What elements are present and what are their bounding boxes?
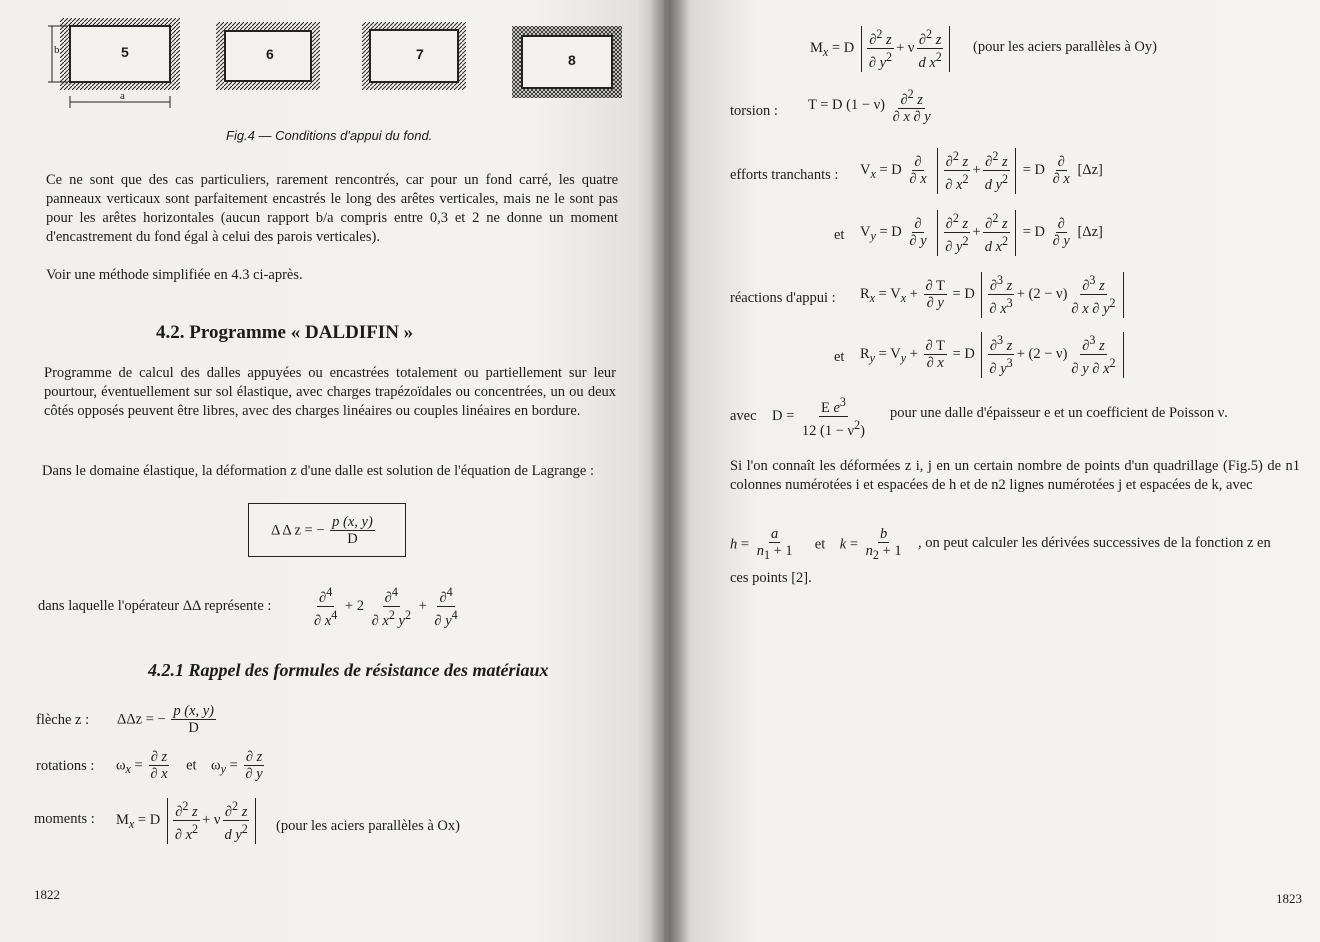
ces-points-text: ces points [2]. (730, 570, 812, 586)
shear-vy-equation: $V_y = D$ ∂ ∂ y ∂$^2$ z ∂ $y^2$ + ∂$^2$ z d $x^2$ = D ∂ ∂ y [Δz] (860, 211, 1103, 255)
lagrange-equation-box (248, 503, 406, 557)
support-diagram-7 (362, 22, 466, 90)
paragraph-special-cases: Ce ne sont que des cas particuliers, rarement rencontrés, car pour un fond carré, les quatre panneaux verticaux sont parfaitement encastrés le long des arêtes verticales, mais ne le sont pas pour les arêtes horizontales (aucun rapport b/a compris entre 0,3 et 2 ne donne un moment d'encastrement du fond égal à celui des parois verticales). (46, 172, 618, 245)
page-number-left: 1822 (34, 887, 60, 902)
avec-label: avec (730, 408, 757, 424)
paragraph-program-description: Programme de calcul des dalles appuyées ou encastrées totalement ou partiellement sur leur pourtour, éventuellement sur sol élastique, avec charges trapézoïdales ou concentrées, un ou deux côtés opposés peuvent être libres, avec des charges linéaires ou couples linéaires en bordure. (44, 365, 616, 419)
rotations-label: rotations : (36, 758, 95, 774)
fleche-equation: ΔΔz = − $\frac{p (x, y)}{D}$ (117, 703, 214, 736)
support-diagram-5 (48, 18, 183, 110)
right-page (664, 0, 1320, 942)
et-label-shear: et (834, 227, 845, 243)
reactions-label: réactions d'appui : (730, 290, 836, 306)
my-note: (pour les aciers parallèles à Oy) (973, 39, 1157, 55)
grid-spacing-equations: h = $\frac{a}{n_1 + 1}$ et k = $\frac{b}{n_2 + 1}$ (730, 526, 902, 562)
paragraph-lagrange: Dans le domaine élastique, la déformation z d'une dalle est solution de l'équation de Lagrange : (42, 463, 595, 479)
reaction-ry-equation: $R_y = V_y$ + $\frac{\partial T}{\partial x}$ = D ∂$^3$ z ∂ $y^3$ + (2 − ν) ∂$^3$ z ∂ y ∂ $x^2$ (860, 332, 1127, 378)
load-fraction (330, 514, 375, 548)
reaction-rx-equation: $R_x = V_x$ + $\frac{\partial T}{\partial y}$ = D ∂$^3$ z ∂ $x^3$ + (2 − ν) ∂$^3$ z ∂ x ∂ $y^2$ (860, 272, 1127, 318)
section-heading-4-2-1: 4.2.1 Rappel des formules de résistance des matériaux (148, 660, 549, 680)
figure-panel-8 (512, 26, 622, 103)
paragraph-grid-deformations: Si l'on connaît les déformées z i, j en un certain nombre de points d'un quadrillage (Fig.5) de n1 colonnes numérotées i et espacées de h et de n2 lignes numérotées j et espacées de k, avec (730, 458, 1300, 493)
panel-number: 7 (416, 46, 424, 62)
dimension-a-label: a (120, 90, 125, 102)
figure-panel-6 (216, 22, 320, 95)
section-heading-4-2: 4.2. Programme « DALDIFIN » (156, 322, 414, 343)
figure-caption: Fig.4 — Conditions d'appui du fond. (226, 128, 433, 143)
figure-panel-7 (362, 22, 466, 95)
page-number-right: 1823 (1276, 891, 1302, 906)
moments-label: moments : (34, 811, 95, 827)
efforts-label: efforts tranchants : (730, 167, 839, 183)
rigidity-equation: D = $\frac{E e^3}{12 (1 - \nu^2)}$ (772, 395, 865, 439)
lagrange-equation (271, 514, 377, 548)
support-diagram-8 (512, 26, 622, 98)
torsion-equation: T = D (1 − ν) $\frac{\partial^2 z}{\partial x \partial y}$ (808, 87, 931, 125)
lagrange-lhs: Δ Δ z = − (271, 522, 325, 539)
fleche-label: flèche z : (36, 712, 90, 728)
torsion-label: torsion : (730, 103, 778, 119)
moment-my-equation: $M_x = D$ ∂$^2$ z ∂ $y^2$ + ν ∂$^2$ z d $x^2$ (810, 26, 953, 72)
operator-description: dans laquelle l'opérateur ΔΔ représente : (38, 598, 272, 614)
biharmonic-operator: $\frac{\partial^4}{\partial x^4}$ + 2 $\frac{\partial^4}{\partial x^2 y^2}$ + $\frac{\partial^4}{\partial y^4}$ (314, 585, 458, 629)
rotations-equation: $\omega_x$ = $\frac{\partial z}{\partial x}$ et $\omega_y$ = $\frac{\partial z}{\partial y}$ (116, 749, 263, 782)
figure-panel-5 (48, 18, 183, 115)
moments-note: (pour les aciers parallèles à Ox) (276, 818, 460, 834)
load-denominator: D (347, 531, 358, 547)
et-label-reaction: et (834, 349, 845, 365)
panel-number: 6 (266, 46, 274, 62)
panel-number: 8 (568, 52, 576, 68)
derivatives-note: , on peut calculer les dérivées successives de la fonction z en (918, 535, 1271, 551)
panel-number: 5 (121, 44, 129, 60)
load-numerator: p (x, y) (332, 514, 373, 530)
dimension-b-label: b (54, 44, 60, 56)
moment-mx-equation: $M_x = D$ ∂$^2$ z ∂ $x^2$ + ν ∂$^2$ z d $y^2$ (116, 798, 259, 844)
book-gutter (650, 0, 690, 942)
shear-vx-equation: $V_x = D$ ∂ ∂ x ∂$^2$ z ∂ $x^2$ + ∂$^2$ z d $y^2$ = D ∂ ∂ x [Δz] (860, 149, 1103, 193)
rigidity-note: pour une dalle d'épaisseur e et un coefficient de Poisson ν. (890, 405, 1228, 421)
paragraph-simplified-method: Voir une méthode simplifiée en 4.3 ci-après. (46, 267, 303, 283)
